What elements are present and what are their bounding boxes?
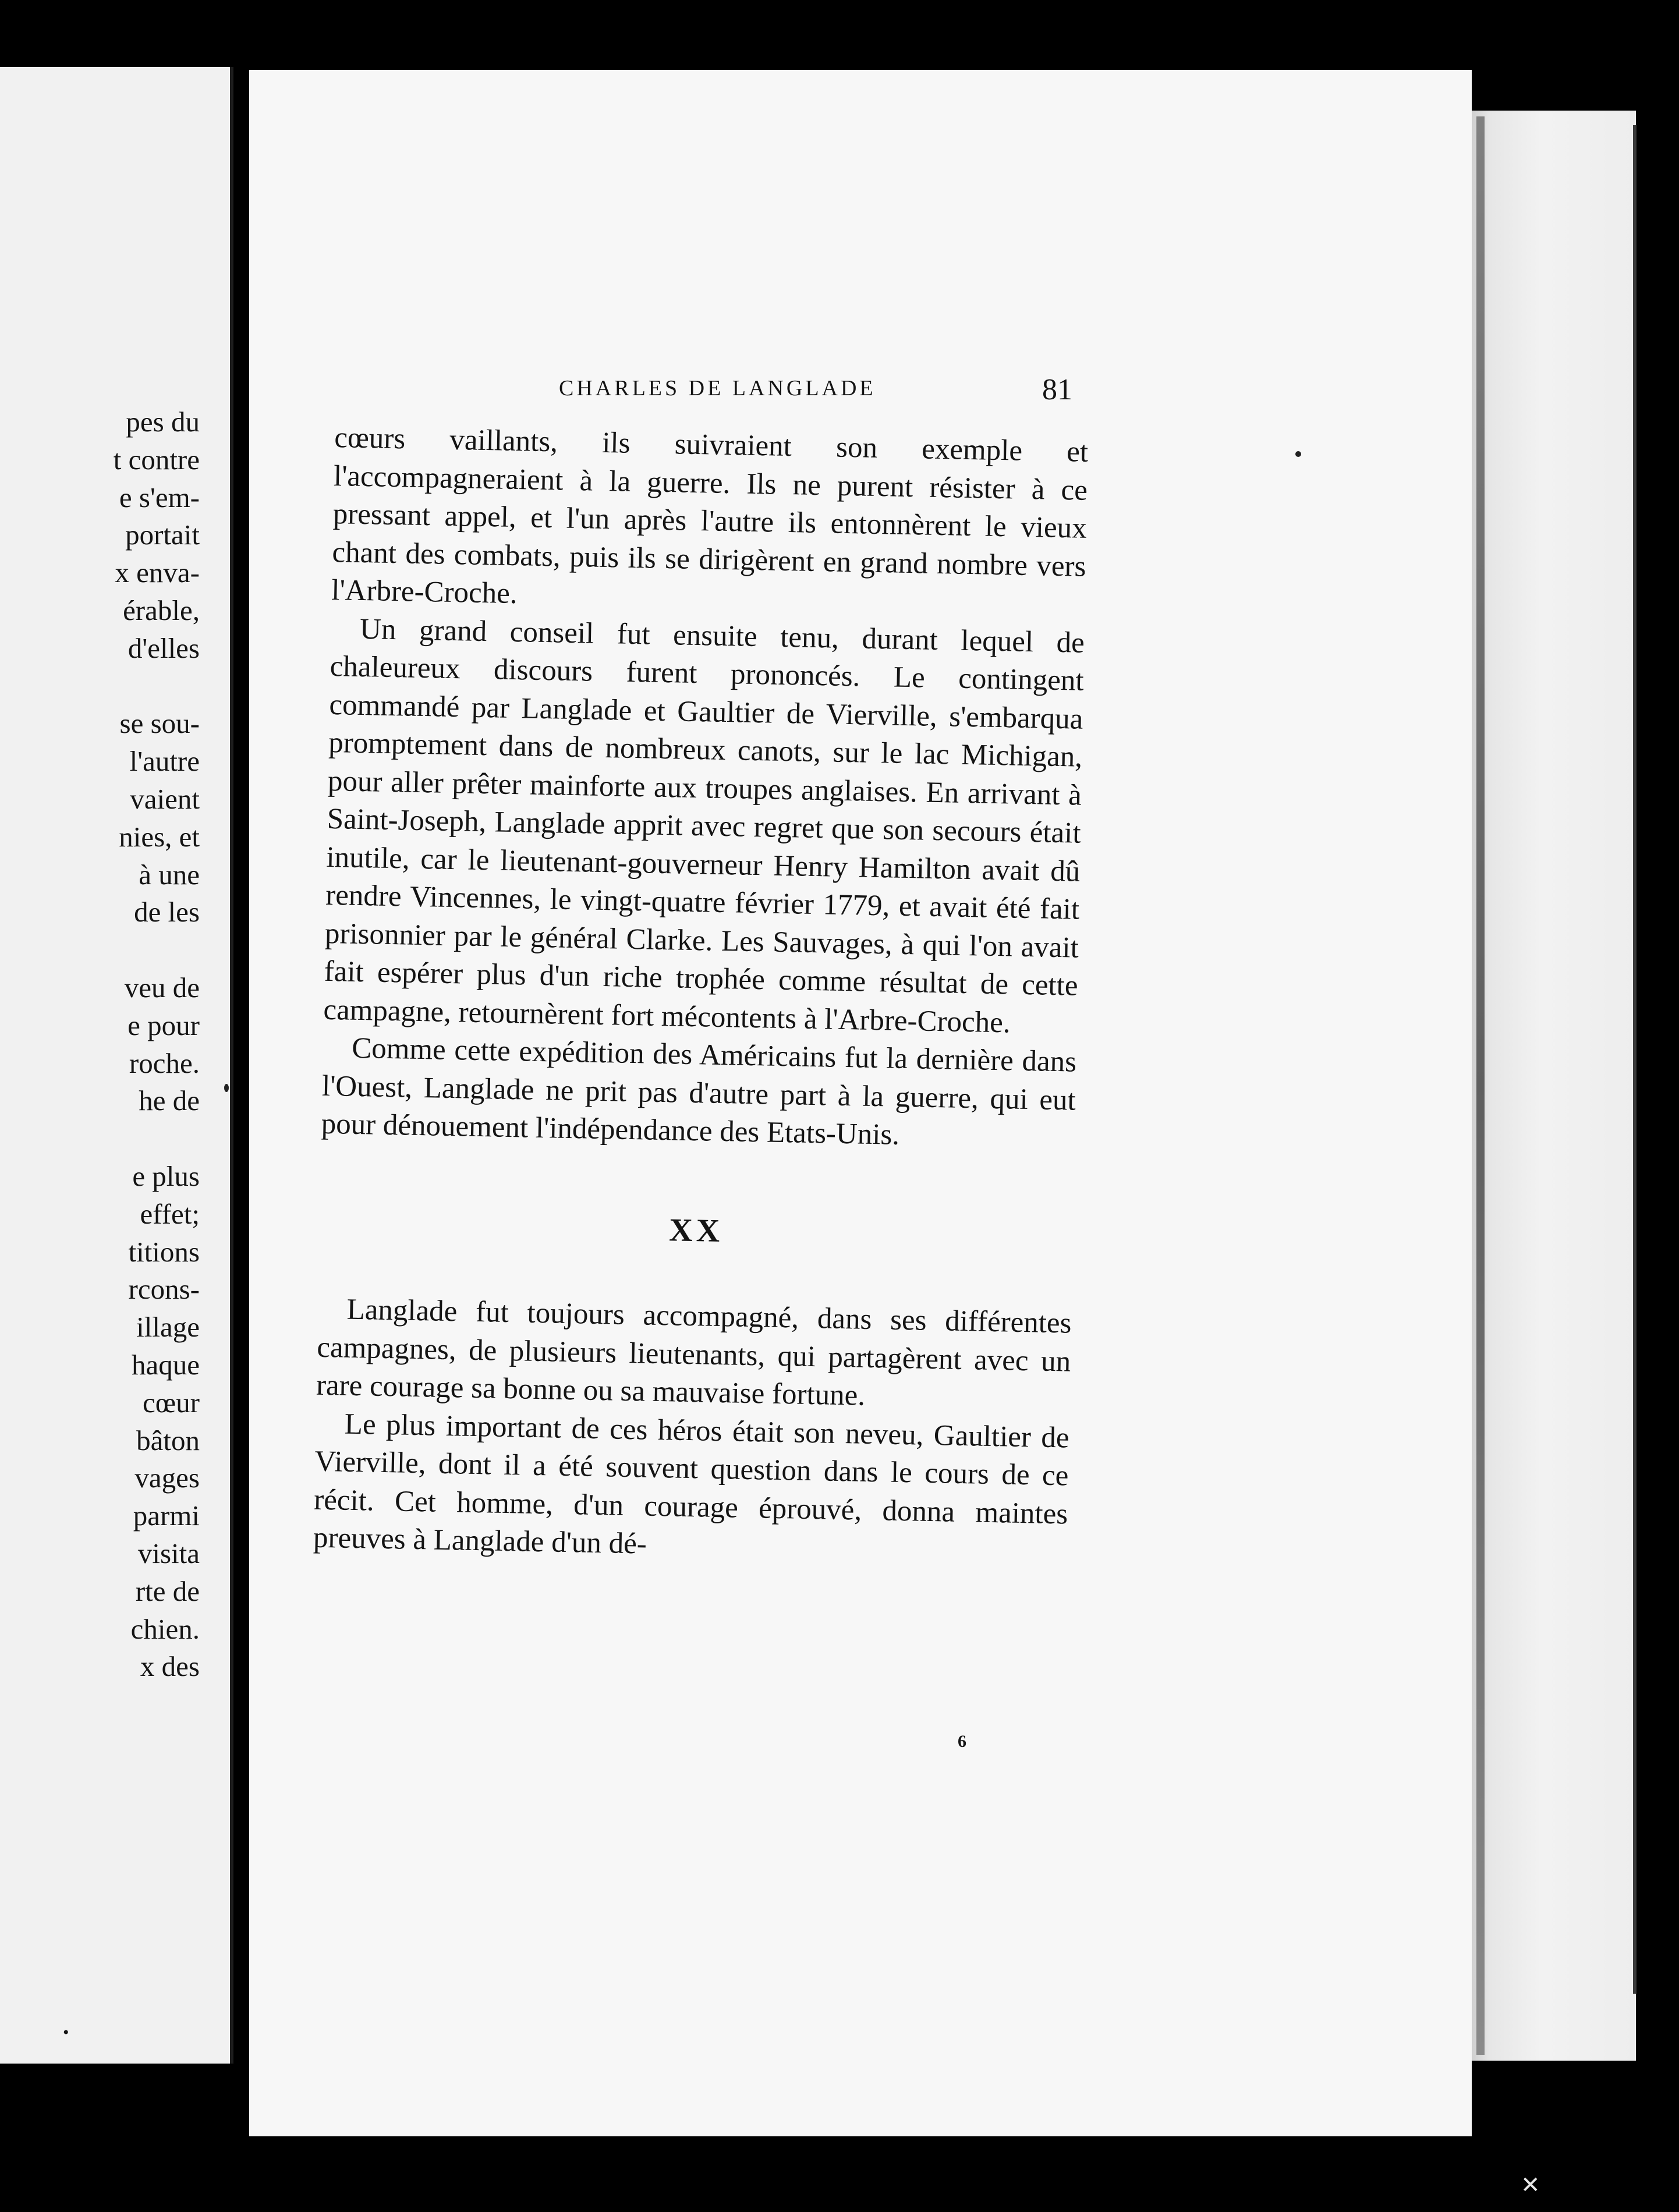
body-text xyxy=(313,419,1088,1572)
left-page-line: visita xyxy=(137,1537,200,1569)
left-page-line xyxy=(2,668,200,706)
left-page-line: t contre xyxy=(113,443,200,476)
page-edge-right xyxy=(1633,125,1637,1994)
left-page-line: titions xyxy=(128,1235,200,1268)
left-page-line: roche. xyxy=(129,1047,200,1079)
left-page-line: haque xyxy=(132,1348,200,1381)
paragraph: Le plus important de ces héros était son neveu, Gaultier de Vierville, dont il a été souvent question dans le cours de ce récit. Cet homme, d'un courage éprouvé, donna maintes preuves à Langlade d'un dé- xyxy=(313,1408,1070,1561)
left-page-line: cœur xyxy=(143,1386,200,1419)
left-page-line: parmi xyxy=(133,1500,200,1532)
left-page-text xyxy=(2,403,200,1686)
sheet-signature: 6 xyxy=(958,1732,966,1751)
corner-mark: ✕ xyxy=(1521,2172,1540,2198)
left-page-line: portait xyxy=(125,519,200,551)
left-page-line: d'elles xyxy=(127,632,200,664)
left-page-mark: • xyxy=(63,2023,69,2042)
running-head: CHARLES DE LANGLADE xyxy=(559,376,876,400)
ink-speck xyxy=(224,1084,229,1092)
left-page-line: à une xyxy=(139,858,200,891)
left-facing-page xyxy=(0,67,233,2064)
left-page-line: he de xyxy=(139,1084,200,1117)
left-page-line: effet; xyxy=(140,1197,200,1230)
left-page-line: bâton xyxy=(136,1424,200,1456)
left-page-line: de les xyxy=(134,896,200,928)
paragraph: Langlade fut toujours accompagné, dans ses différentes campagnes, de plusieurs lieutenants, qui partagèrent avec un rare courage sa bonne ou sa mauvaise fortune. xyxy=(316,1293,1072,1412)
left-page-line: rte de xyxy=(135,1575,200,1607)
left-page-line: x enva- xyxy=(115,556,200,589)
left-page-line xyxy=(2,931,200,969)
left-page-line: e plus xyxy=(132,1160,200,1192)
left-page-line: rcons- xyxy=(128,1273,200,1306)
left-page-line: e s'em- xyxy=(119,481,200,513)
left-page-line: x des xyxy=(140,1650,200,1683)
section-heading: XX xyxy=(668,1211,724,1249)
left-page-line: chien. xyxy=(130,1612,200,1645)
page-number: 81 xyxy=(1042,373,1072,406)
left-page-line: l'autre xyxy=(129,745,200,778)
left-page-line xyxy=(2,1120,200,1158)
left-page-line: érable, xyxy=(123,594,200,626)
page-stack-edge xyxy=(1472,111,1636,2061)
left-page-line: se sou- xyxy=(119,707,200,740)
paragraph: Un grand conseil fut ensuite tenu, durant lequel de chaleureux discours furent prononcés. Le contingent commandé par Langlade et Gaultier de Vierville, s'embarqua promptement dans de nombreux canots, sur le lac Michigan, pour aller prêter mainforte aux troupes anglaises. En arrivant à Saint-Joseph, Langlade apprit avec regret que son secours était inutile, car le lieutenant-gouverneur Henry Hamilton avait dû rendre Vincennes, le vingt-quatre février 1779, et avait été fait prisonnier par le général Clarke. Les Sauvages, à qui l'on avait fait espérer plus d'un riche trophée comme résultat de cette campagne, retournèrent fort mécontents à l'Arbre-Croche. xyxy=(323,612,1085,1039)
left-page-line: pes du xyxy=(126,406,200,438)
left-page-line: veu de xyxy=(124,971,200,1004)
left-page-line: e pour xyxy=(127,1009,200,1041)
ink-speck xyxy=(1295,451,1301,457)
paragraph: cœurs vaillants, ils suivraient son exemple et l'accompagneraient à la guerre. Ils ne purent résister à ce pressant appel, et l'un après l'autre ils entonnèrent le vieux chant des combats, puis ils se dirigèrent en grand nombre vers l'Arbre-Croche. xyxy=(331,421,1089,611)
left-page-line: illage xyxy=(136,1311,200,1343)
paragraph: Comme cette expédition des Américains fut la dernière dans l'Ouest, Langlade ne prit pas d'autre part à la guerre, qui eut pour dénouement l'indépendance des Etats-Unis. xyxy=(321,1031,1077,1151)
left-page-line: vages xyxy=(134,1462,200,1494)
left-page-line: vaient xyxy=(130,782,200,815)
page-edge-shadow xyxy=(1476,116,1485,2055)
left-page-line: nies, et xyxy=(119,820,200,853)
